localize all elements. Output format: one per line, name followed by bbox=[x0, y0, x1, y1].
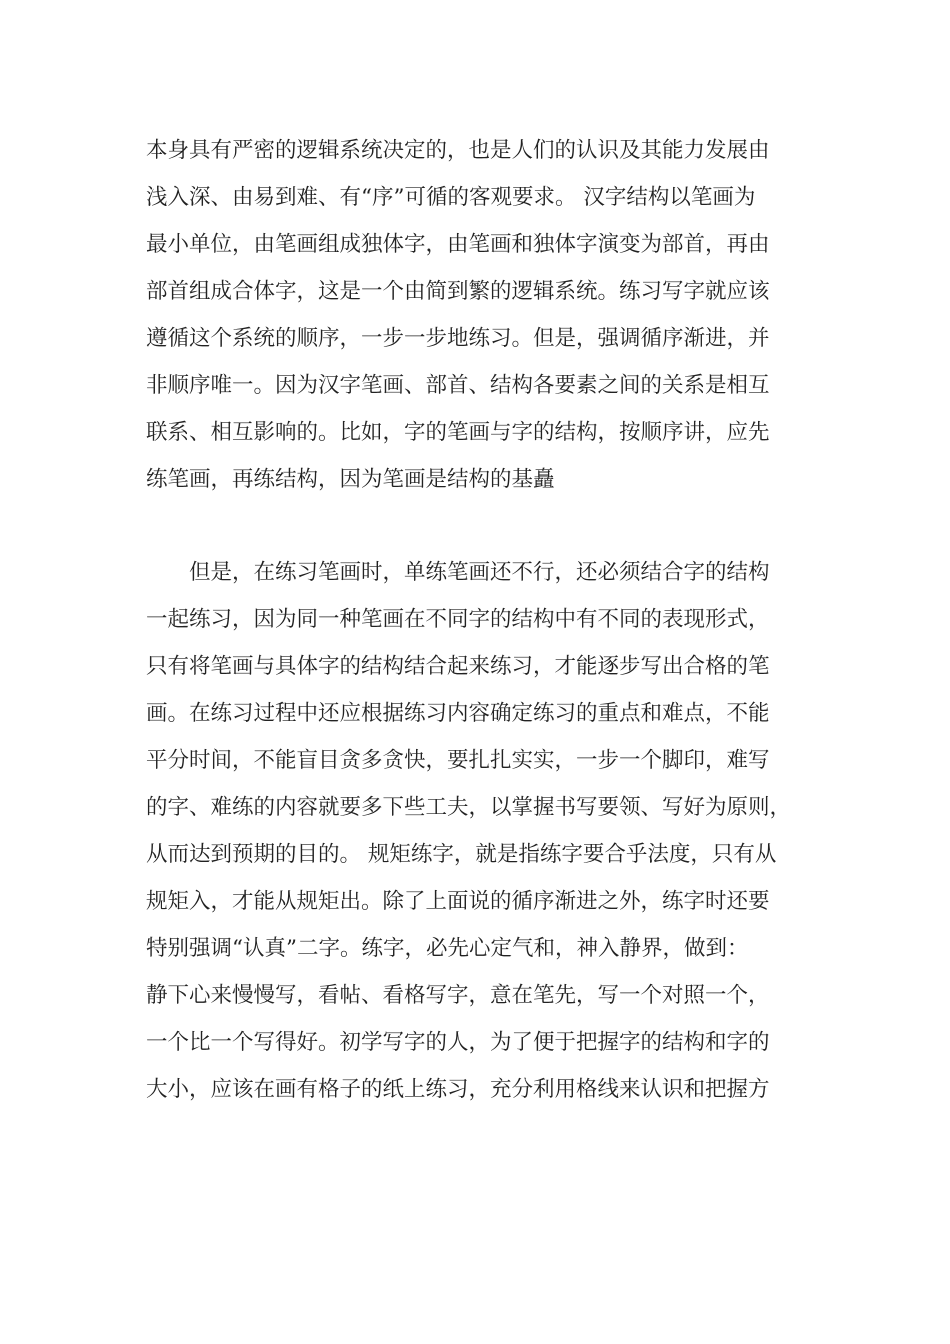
paragraph-line: 浅入深、由易到难、有“序”可循的客观要求。 汉字结构以笔画为 bbox=[146, 185, 756, 210]
paragraph-line: 但是，在练习笔画时，单练笔画还不行，还必须结合字的结构 bbox=[146, 560, 770, 585]
paragraph-line: 大小，应该在画有格子的纸上练习，充分利用格线来认识和把握方 bbox=[146, 1077, 770, 1102]
paragraph-line: 只有将笔画与具体字的结构结合起来练习，才能逐步写出合格的笔 bbox=[146, 654, 770, 679]
paragraph-line: 练笔画，再练结构，因为笔画是结构的基矗 bbox=[146, 467, 555, 492]
paragraph-line: 本身具有严密的逻辑系统决定的，也是人们的认识及其能力发展由 bbox=[146, 138, 770, 163]
paragraph-line: 遵循这个系统的顺序，一步一步地练习。但是，强调循序渐进，并 bbox=[146, 326, 770, 351]
paragraph-line: 部首组成合体字，这是一个由简到繁的逻辑系统。练习写字就应该 bbox=[146, 279, 770, 304]
paragraph-2 bbox=[146, 549, 816, 1113]
paragraph-1 bbox=[146, 127, 816, 503]
paragraph-line: 联系、相互影响的。比如，字的笔画与字的结构，按顺序讲，应先 bbox=[146, 420, 770, 445]
paragraph-line: 一个比一个写得好。初学写字的人，为了便于把握字的结构和字的 bbox=[146, 1030, 770, 1055]
paragraph-line: 画。在练习过程中还应根据练习内容确定练习的重点和难点，不能 bbox=[146, 701, 770, 726]
paragraph-line: 的字、难练的内容就要多下些工夫，以掌握书写要领、写好为原则， bbox=[146, 795, 792, 820]
paragraph-line: 从而达到预期的目的。 规矩练字，就是指练字要合乎法度，只有从 bbox=[146, 842, 777, 867]
paragraph-line: 最小单位，由笔画组成独体字，由笔画和独体字演变为部首，再由 bbox=[146, 232, 770, 257]
paragraph-line: 静下心来慢慢写，看帖、看格写字，意在笔先，写一个对照一个， bbox=[146, 983, 770, 1008]
paragraph-line: 特别强调“认真”二字。练字，必先心定气和，神入静界，做到： bbox=[146, 936, 749, 961]
paragraph-line: 规矩入，才能从规矩出。除了上面说的循序渐进之外，练字时还要 bbox=[146, 889, 770, 914]
paragraph-line: 平分时间，不能盲目贪多贪快，要扎扎实实，一步一个脚印，难写 bbox=[146, 748, 770, 773]
paragraph-line: 非顺序唯一。因为汉字笔画、部首、结构各要素之间的关系是相互 bbox=[146, 373, 770, 398]
paragraph-line: 一起练习，因为同一种笔画在不同字的结构中有不同的表现形式， bbox=[146, 607, 770, 632]
